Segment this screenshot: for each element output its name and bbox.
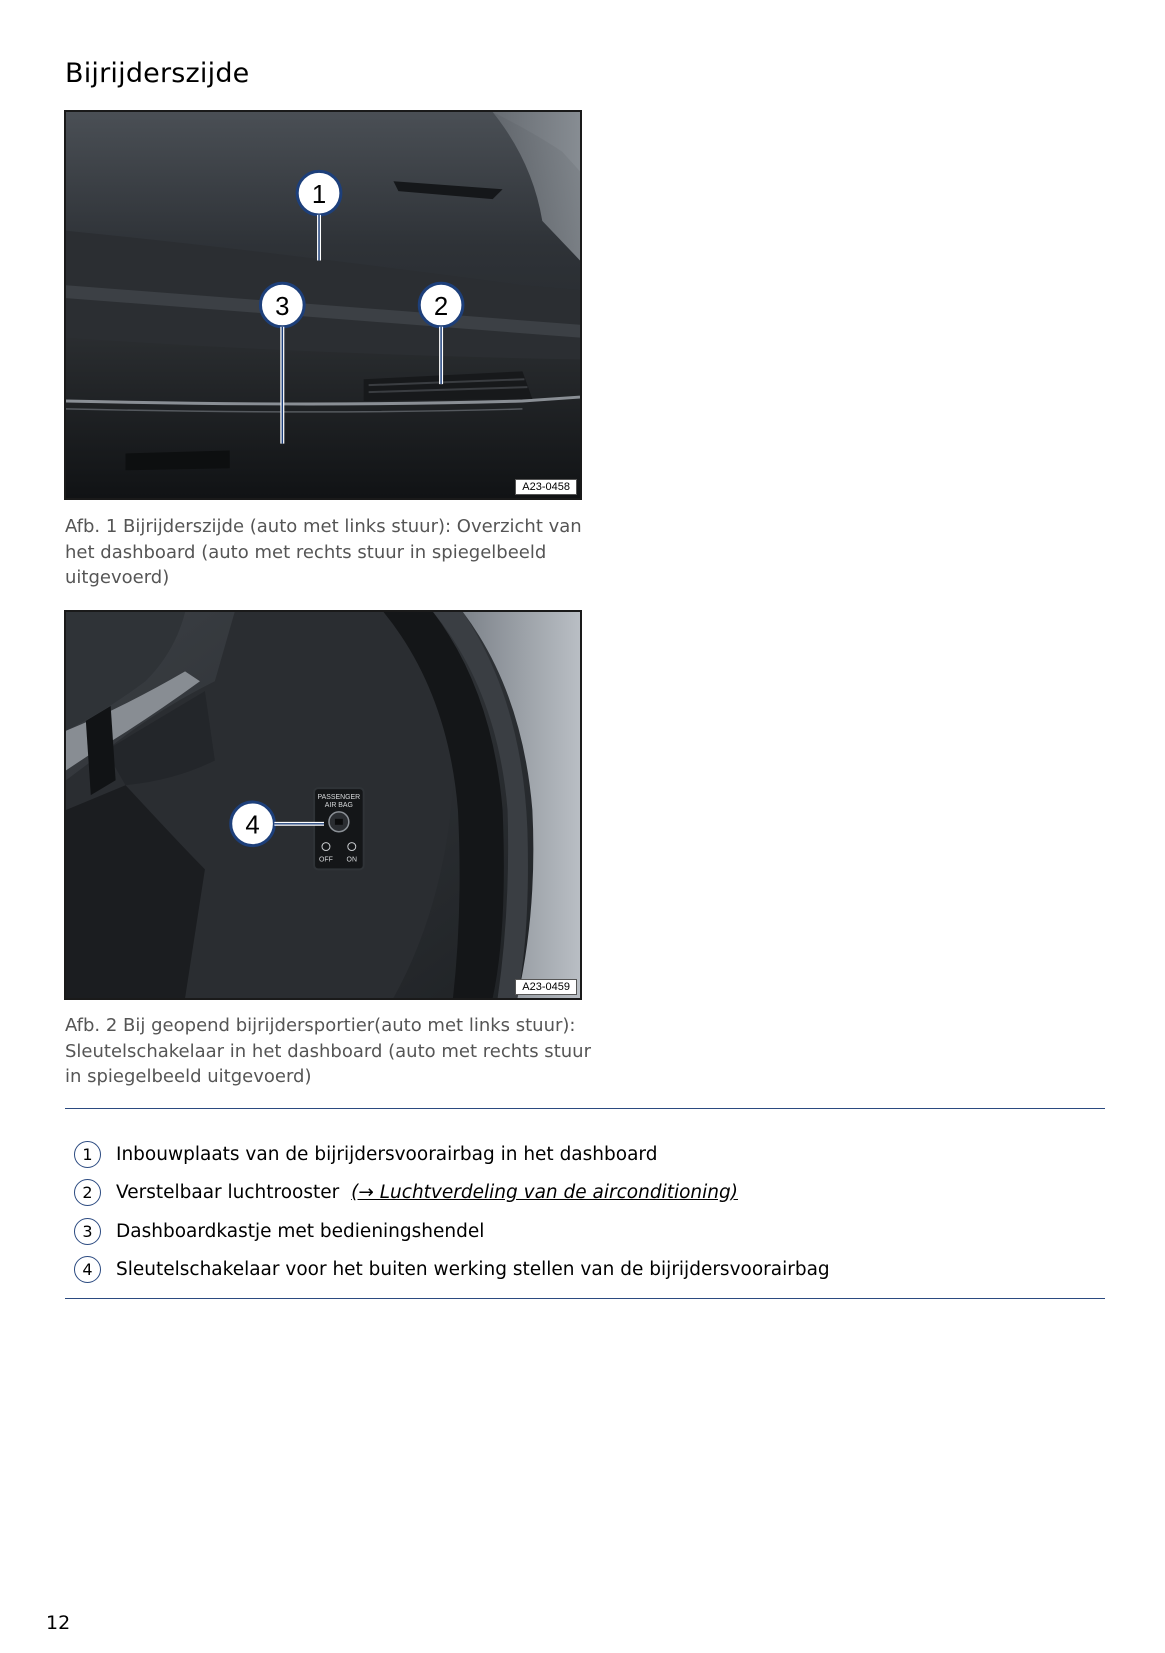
legend-item — [74, 1212, 1074, 1251]
legend-text: Dashboardkastje met bedieningshendel — [116, 1220, 485, 1242]
legend-list — [74, 1135, 1074, 1289]
legend-text: Inbouwplaats van de bijrijdersvoorairbag in het dashboard — [116, 1143, 658, 1165]
callout-2: 2 — [433, 292, 449, 321]
divider-top — [65, 1108, 1105, 1109]
switch-label-line1: PASSENGER — [317, 794, 361, 802]
figure-dashboard-overview — [64, 110, 582, 500]
key-switch-photo — [66, 612, 580, 998]
cross-reference-link[interactable]: (→ Luchtverdeling van de airconditioning) — [351, 1182, 738, 1204]
legend-item — [74, 1251, 1074, 1290]
callout-4: 4 — [245, 811, 260, 840]
figure-code: A23-0458 — [515, 479, 577, 495]
figure-key-switch — [64, 610, 582, 1000]
legend-number: 2 — [74, 1179, 101, 1206]
page-number: 12 — [46, 1612, 71, 1634]
switch-label-line2: AIR BAG — [324, 801, 353, 809]
figure-caption: Afb. 2 Bij geopend bijrijdersportier(auto met links stuur): Sleutelschakelaar in het dashboard (auto met rechts stuur in spiegelbeeld uitgevoerd) — [65, 1015, 591, 1087]
switch-label-on: ON — [346, 856, 357, 864]
legend-text: Verstelbaar luchtrooster — [116, 1182, 340, 1204]
callout-1: 1 — [311, 181, 327, 210]
figure-caption: Afb. 1 Bijrijderszijde (auto met links stuur): Overzicht van het dashboard (auto met rechts stuur in spiegelbeeld uitgevoerd) — [65, 516, 582, 588]
legend-number: 4 — [74, 1256, 101, 1283]
figure-code: A23-0459 — [515, 979, 577, 995]
page-title: Bijrijderszijde — [65, 58, 250, 89]
legend-number: 3 — [74, 1218, 101, 1245]
callout-3: 3 — [275, 292, 290, 321]
dashboard-photo — [66, 112, 580, 498]
legend-item — [74, 1174, 1074, 1213]
legend-text: Sleutelschakelaar voor het buiten werking stellen van de bijrijdersvoorairbag — [116, 1259, 830, 1281]
legend-item — [74, 1135, 1074, 1174]
switch-label-off: OFF — [319, 856, 333, 864]
legend-number: 1 — [74, 1141, 101, 1168]
divider-bottom — [65, 1298, 1105, 1299]
